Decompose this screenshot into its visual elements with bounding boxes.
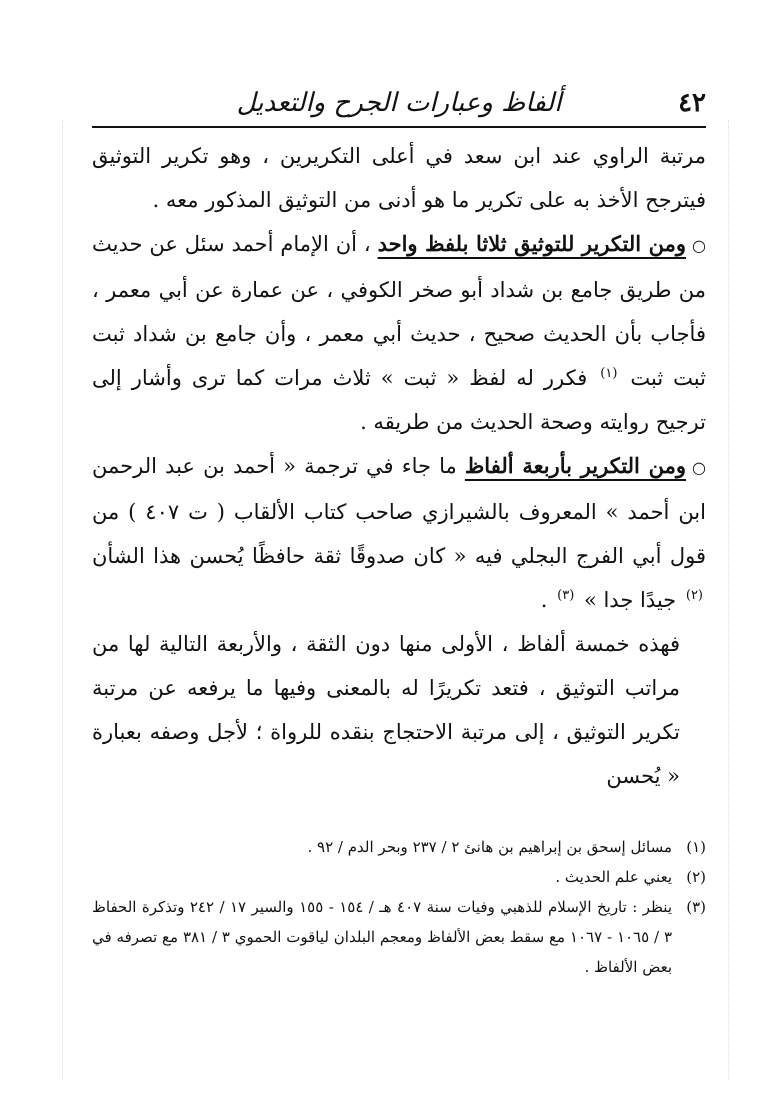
footnote-3 — [92, 892, 706, 982]
running-title: ألفاظ وعبارات الجرح والتعديل — [236, 88, 562, 118]
paragraph-text: . — [540, 588, 548, 612]
paragraph-text: ، أن الإمام أحمد سئل عن حديث من طريق جامع بن شداد أبو صخر الكوفي ، عن عمارة عن أبي معمر ، فأجاب بأن الحديث صحيح ، حديث أبي معمر ، وأن جامع بن شداد ثبت ثبت ثبت — [92, 232, 706, 390]
page-header — [92, 88, 706, 124]
paragraph-2 — [92, 222, 706, 444]
paragraph-lead: ومن التكرير للتوثيق ثلاثا بلفظ واحد — [377, 231, 687, 256]
footnote-number: (٣) — [686, 898, 706, 916]
paragraph-text: ما جاء في ترجمة « أحمد بن عبد الرحمن ابن أحمد » المعروف بالشيرازي صاحب كتاب الألقاب ( ت ٤٠٧ ) من قول أبي الفرج البجلي فيه « كان صدوقًا ثقة حافظًا يُحسن هذا الشأن — [92, 454, 706, 568]
footnote-2 — [92, 862, 706, 892]
footnote-number: (١) — [686, 838, 706, 856]
paragraph-text: جيدًا جدا » — [583, 588, 677, 612]
footnote-ref[interactable]: (٣) — [557, 588, 575, 603]
scan-dots-right — [728, 120, 729, 1080]
footnote-ref[interactable]: (١) — [600, 366, 618, 381]
document-page — [92, 88, 706, 798]
scan-dots-left — [62, 120, 63, 1080]
paragraph-text: مرتبة الراوي عند ابن سعد في أعلى التكريرين ، وهو تكرير التوثيق فيترجح الأخذ به على تكرير ما هو أدنى من التوثيق المذكور معه . — [92, 144, 706, 212]
footnotes — [92, 832, 706, 982]
page-number: ٤٢ — [678, 88, 706, 118]
paragraph-3 — [92, 444, 706, 622]
circle-bullet-icon: ○ — [692, 458, 706, 477]
paragraph-text: فكرر له لفظ « ثبت » ثلاث مرات كما ترى وأشار إلى ترجيح روايته وصحة الحديث من طريقه . — [92, 366, 706, 434]
paragraph-4 — [92, 622, 706, 798]
header-rule — [92, 126, 706, 128]
paragraph-text: فهذه خمسة ألفاظ ، الأولى منها دون الثقة ، والأربعة التالية لها من مراتب التوثيق ، فتعد تكريرًا له بالمعنى وفيها ما يرفعه عن مرتبة تكرير التوثيق ، إلى مرتبة الاحتجاج بنقده للرواة ؛ لأجل وصفه بعبارة « يُحسن — [92, 632, 680, 788]
footnote-number: (٢) — [686, 868, 706, 886]
footnote-text: يعني علم الحديث . — [555, 868, 672, 886]
body-text — [92, 134, 706, 798]
footnote-1 — [92, 832, 706, 862]
footnote-ref[interactable]: (٢) — [685, 588, 703, 603]
paragraph-1 — [92, 134, 706, 222]
footnote-text: ينظر : تاريخ الإسلام للذهبي وفيات سنة ٤٠٧ هـ / ١٥٤ - ١٥٥ والسير ١٧ / ٢٤٢ وتذكرة الحفاظ ٣ / ١٠٦٥ - ١٠٦٧ مع سقط بعض الألفاظ ومعجم البلدان لياقوت الحموي ٣ / ٣٨١ مع تصرفه في بعض الألفاظ . — [92, 898, 672, 976]
circle-bullet-icon: ○ — [692, 236, 706, 255]
paragraph-lead: ومن التكرير بأربعة ألفاظ — [464, 453, 687, 478]
footnote-text: مسائل إسحق بن إبراهيم بن هانئ ٢ / ٢٣٧ وبحر الدم / ٩٢ . — [307, 838, 672, 856]
